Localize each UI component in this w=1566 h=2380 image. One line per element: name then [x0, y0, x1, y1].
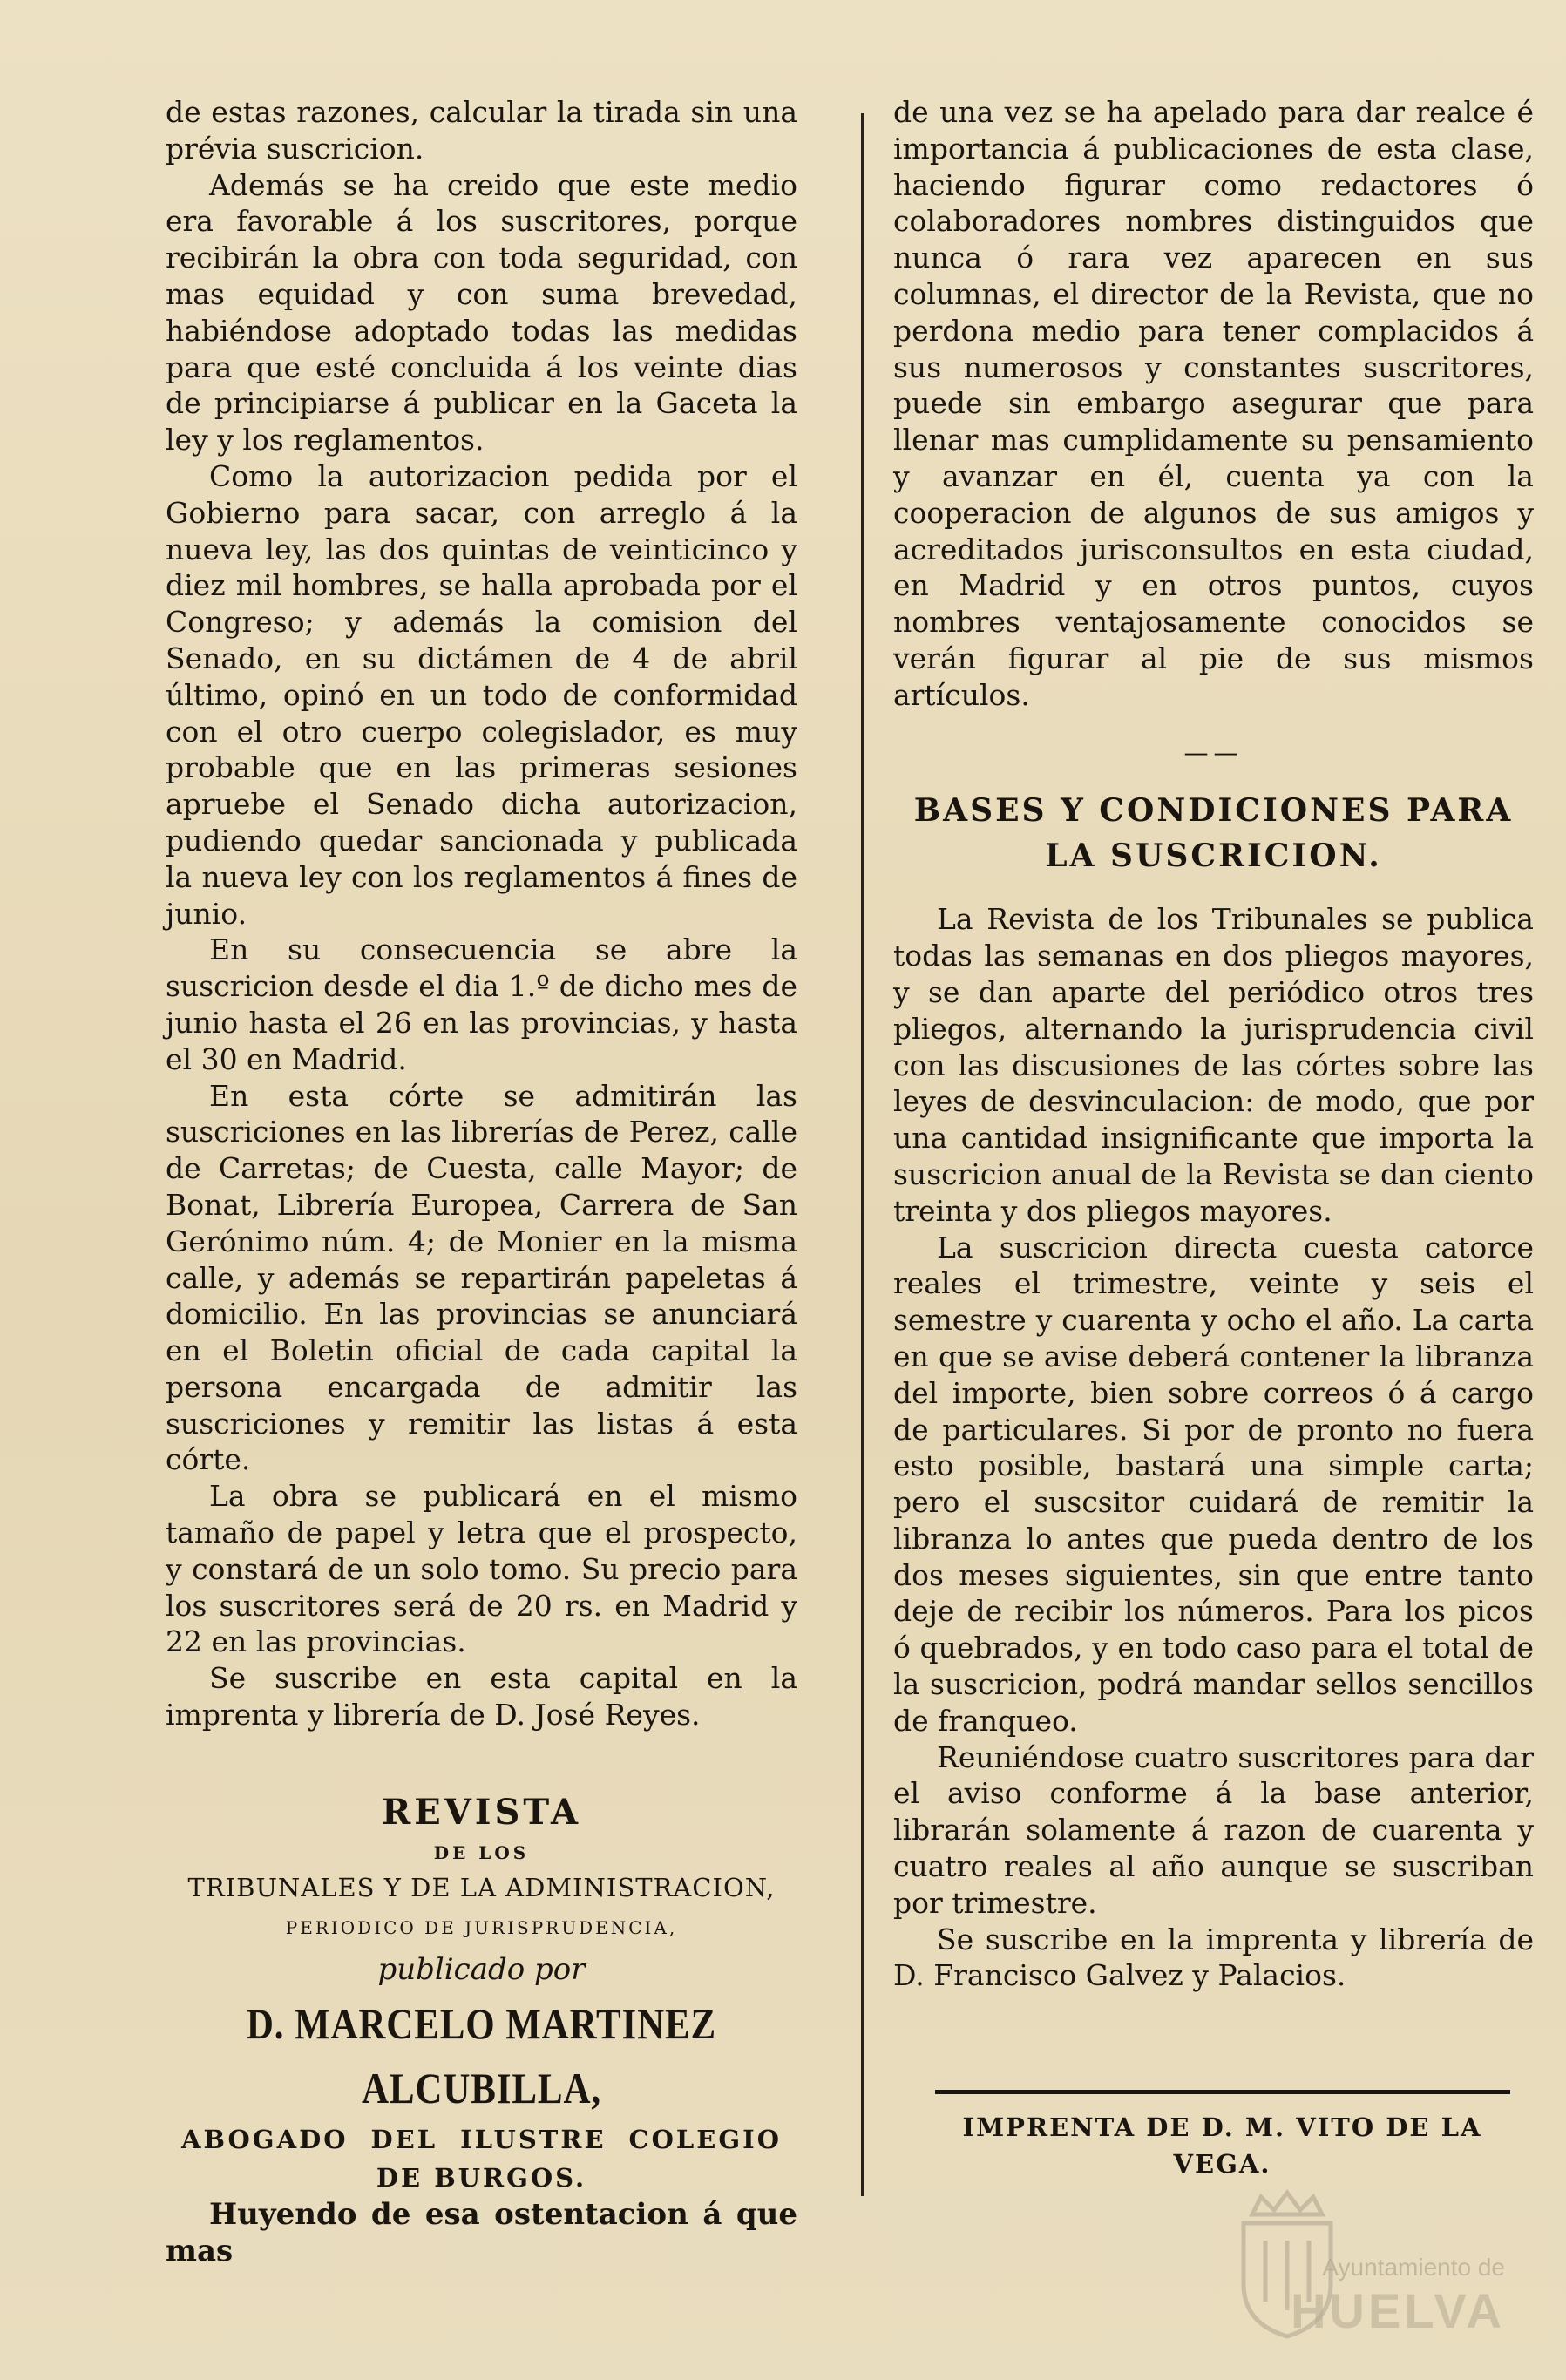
watermark-line1: Ayuntamiento de — [1322, 2254, 1505, 2281]
watermark-line2: HUELVA — [1291, 2283, 1505, 2338]
imprenta-line: IMPRENTA DE D. M. VITO DE LA VEGA. — [962, 2112, 1482, 2180]
column-divider — [861, 113, 864, 2196]
revista-title-block — [166, 1787, 797, 2197]
tribunales-line: TRIBUNALES Y DE LA ADMINISTRACION, — [187, 1872, 776, 1902]
paragraph: La suscricion directa cuesta catorce reales el trimestre, veinte y seis el semestre y cuarenta y ocho el año. La carta en que se avise deberá contener la libranza del importe, bien sobre correos ó á cargo de particulares. Si por de pronto no fuera esto posible, bastará una simple carta; pero el suscsitor cuidará de remitir la libranza lo antes que pueda dentro de los dos meses siguientes, sin que entre tanto deje de recibir los números. Para los picos ó quebrados, y en todo caso para el total de la suscricion, podrá mandar sellos sencillos de franqueo. — [893, 1230, 1534, 1738]
paragraph: En su consecuencia se abre la suscricion desde el dia 1.º de dicho mes de junio hasta el 26 en las provincias, y hasta el 30 en Madrid. — [166, 932, 797, 1076]
left-column — [166, 94, 797, 2269]
section-separator: —— — [1183, 737, 1244, 767]
archive-watermark — [1217, 2180, 1505, 2345]
paragraph: de estas razones, calcular la tirada sin una prévia suscricion. — [166, 95, 797, 166]
paragraph: La Revista de los Tribunales se publica todas las semanas en dos pliegos mayores, y se dan aparte del periódico otros tres pliegos, alternando la jurisprudencia civil con las discusiones de las córtes sobre las leyes de desvinculacion: de modo, que por una cantidad insignificante que importa la suscricion anual de la Revista se dan ciento treinta y dos pliegos mayores. — [893, 902, 1534, 1228]
paragraph: de una vez se ha apelado para dar realce é importancia á publicaciones de esta clase, haciendo figurar como redactores ó colaboradores nombres distinguidos que nunca ó rara vez aparecen en sus columnas, el director de la Revista, que no perdona medio para tener complacidos á sus numerosos y constantes suscritores, puede sin embargo asegurar que para llenar mas cumplidamente su pensamiento y avanzar en él, cuenta ya con la cooperacion de algunos de sus amigos y acreditados jurisconsultos en esta ciudad, en Madrid y en otros puntos, cuyos nombres ventajosamente conocidos se verán figurar al pie de sus mismos artículos. — [893, 95, 1534, 712]
continued-paragraph: Huyendo de esa ostentacion á que mas — [166, 2196, 797, 2268]
paragraph: Se suscribe en esta capital en la imprenta y librería de D. José Reyes. — [166, 1661, 797, 1732]
bases-heading-line2: LA SUSCRICION. — [1045, 837, 1382, 875]
right-column — [893, 94, 1534, 2183]
publicado-por-line: publicado por — [377, 1951, 586, 1987]
paragraph: Además se ha creido que este medio era favorable á los suscritores, porque recibirán la obra con toda seguridad, con mas equidad y con suma brevedad, habiéndose adoptado todas las medidas para que esté concluida á los veinte dias de principiarse á publicar en la Gaceta la ley y los reglamentos. — [166, 167, 797, 458]
periodico-line: PERIODICO DE JURISPRUDENCIA, — [285, 1916, 678, 1938]
bases-heading-line1: BASES Y CONDICIONES PARA — [913, 792, 1514, 830]
paragraph: En esta córte se admitirán las suscriciones en las librerías de Perez, calle de Carretas; de Cuesta, calle Mayor; de Bonat, Librería Europea, Carrera de San Gerónimo núm. 4; de Monier en la misma calle, y además se repartirán papeletas á domicilio. En las provincias se anunciará en el Boletin oficial de cada capital la persona encargada de admitir las suscriciones y remitir las listas á esta córte. — [166, 1078, 797, 1477]
imprenta-rule — [935, 2090, 1510, 2094]
paragraph: Se suscribe en la imprenta y librería de D. Francisco Galvez y Palacios. — [893, 1922, 1534, 1993]
paragraph: Reuniéndose cuatro suscritores para dar el aviso conforme á la base anterior, librarán solamente á razon de cuarenta y cuatro reales al año aunque se suscriban por trimestre. — [893, 1739, 1534, 1920]
abogado-line: ABOGADO DEL ILUSTRE COLEGIO DE BURGOS. — [181, 2124, 782, 2193]
revista-title: REVISTA — [382, 1791, 581, 1833]
bases-heading — [893, 788, 1534, 878]
author-name: D. MARCELO MARTINEZ ALCUBILLA, — [246, 1998, 717, 2112]
paragraph: Como la autorizacion pedida por el Gobierno para sacar, con arreglo á la nueva ley, las dos quintas de veinticinco y diez mil hombres, se halla aprobada por el Congreso; y además la comision del Senado, en su dictámen de 4 de abril último, opinó en un todo de conformidad con el otro cuerpo colegislador, es muy probable que en las primeras sesiones apruebe el Senado dicha autorizacion, pudiendo quedar sancionada y publicada la nueva ley con los reglamentos á fines de junio. — [166, 458, 797, 931]
paragraph: La obra se publicará en el mismo tamaño de papel y letra que el prospecto, y constará de un solo tomo. Su precio para los suscritores será de 20 rs. en Madrid y 22 en las provincias. — [166, 1479, 797, 1659]
de-los-line: DE LOS — [433, 1841, 530, 1863]
